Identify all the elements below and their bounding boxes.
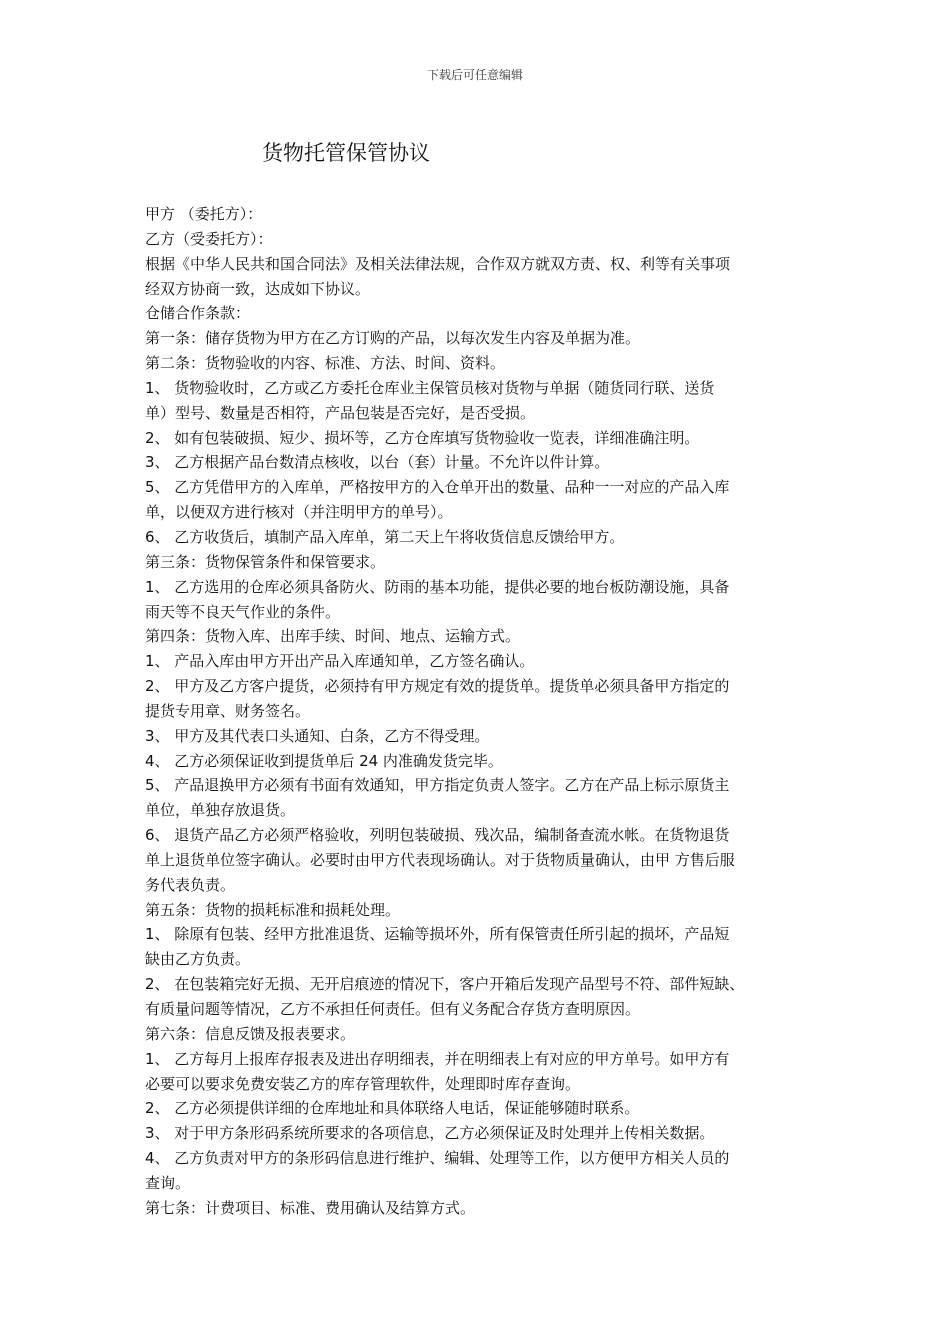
text-line: 单上退货单位签字确认。必要时由甲方代表现场确认。对于货物质量确认，由甲 方售后服 xyxy=(145,850,735,869)
text-line: 2、 如有包装破损、短少、损坏等，乙方仓库填写货物验收一览表，详细准确注明。 xyxy=(145,428,700,447)
text-line: 第四条：货物入库、出库手续、时间、地点、运输方式。 xyxy=(145,627,521,646)
text-line: 5、 产品退换甲方必须有书面有效通知，甲方指定负责人签字。乙方在产品上标示原货主 xyxy=(145,776,730,795)
text-line: 1、 货物验收时，乙方或乙方委托仓库业主保管员核对货物与单据（随货同行联、送货 xyxy=(145,378,715,397)
text-line: 1、 除原有包装、经甲方批准退货、运输等损坏外，所有保管责任所引起的损坏，产品短 xyxy=(145,925,730,944)
text-line: 缺由乙方负责。 xyxy=(145,950,251,969)
text-line: 第七条：计费项目、标准、费用确认及结算方式。 xyxy=(145,1198,476,1217)
text-line: 2、 乙方必须提供详细的仓库地址和具体联络人电话，保证能够随时联系。 xyxy=(145,1099,640,1118)
text-line: 必要可以要求免费安装乙方的库存管理软件，处理即时库存查询。 xyxy=(145,1074,581,1093)
text-line: 根据《中华人民共和国合同法》及相关法律法规，合作双方就双方责、权、利等有关事项 xyxy=(145,254,731,273)
text-line: 1、 产品入库由甲方开出产品入库通知单，乙方签名确认。 xyxy=(145,652,535,671)
text-line: 乙方（受委托方）： xyxy=(145,229,273,248)
text-line: 雨天等不良天气作业的条件。 xyxy=(145,602,341,621)
text-line: 提货专用章、财务签名。 xyxy=(145,701,311,720)
text-line: 仓储合作条款： xyxy=(145,304,251,323)
text-line: 查询。 xyxy=(145,1173,191,1192)
text-line: 务代表负责。 xyxy=(145,875,236,894)
text-line: 1、 乙方选用的仓库必须具备防火、防雨的基本功能，提供必要的地台板防潮设施，具备 xyxy=(145,577,730,596)
text-line: 3、 乙方根据产品台数清点核收，以台（套）计量。不允许以件计算。 xyxy=(145,453,610,472)
header-note: 下载后可任意编辑 xyxy=(426,68,523,82)
document-body xyxy=(145,202,823,1221)
text-line: 单）型号、数量是否相符，产品包装是否完好，是否受损。 xyxy=(145,403,536,422)
document-title: 货物托管保管协议 xyxy=(262,141,430,165)
text-line: 甲方 （委托方）： xyxy=(145,205,263,223)
text-line: 6、 乙方收货后，填制产品入库单，第二天上午将收货信息反馈给甲方。 xyxy=(145,527,625,546)
text-line: 3、 甲方及其代表口头通知、白条，乙方不得受理。 xyxy=(145,726,490,745)
text-line: 第三条：货物保管条件和保管要求。 xyxy=(145,552,386,571)
text-line: 第二条：货物验收的内容、标准、方法、时间、资料。 xyxy=(145,354,506,373)
text-line: 单位，单独存放退货。 xyxy=(145,801,296,820)
text-line: 第六条：信息反馈及报表要求。 xyxy=(145,1024,356,1043)
text-line: 2、 甲方及乙方客户提货，必须持有甲方规定有效的提货单。提货单必须具备甲方指定的 xyxy=(145,677,730,696)
text-line: 3、 对于甲方条形码系统所要求的各项信息，乙方必须保证及时处理并上传相关数据。 xyxy=(145,1124,715,1143)
text-line: 第一条：储存货物为甲方在乙方订购的产品，以每次发生内容及单据为准。 xyxy=(145,329,641,348)
text-line: 4、 乙方必须保证收到提货单后 24 内准确发货完毕。 xyxy=(145,751,503,770)
text-line: 有质量问题等情况，乙方不承担任何责任。但有义务配合存货方查明原因。 xyxy=(145,1000,641,1018)
text-line: 1、 乙方每月上报库存报表及进出存明细表，并在明细表上有对应的甲方单号。如甲方有 xyxy=(145,1049,730,1068)
text-line: 6、 退货产品乙方必须严格验收，列明包装破损、残次品，编制备查流水帐。在货物退货 xyxy=(145,826,730,845)
text-line: 经双方协商一致，达成如下协议。 xyxy=(145,279,371,298)
text-line: 4、 乙方负责对甲方的条形码信息进行维护、编辑、处理等工作，以方便甲方相关人员的 xyxy=(145,1149,730,1168)
text-line: 单，以便双方进行核对（并注明甲方的单号）。 xyxy=(145,503,453,522)
text-line: 2、 在包装箱完好无损、无开启痕迹的情况下，客户开箱后发现产品型号不符、部件短缺、 xyxy=(145,975,745,994)
text-line: 5、 乙方凭借甲方的入库单，严格按甲方的入仓单开出的数量、品种一一对应的产品入库 xyxy=(145,478,730,497)
text-line: 第五条：货物的损耗标准和损耗处理。 xyxy=(145,900,401,919)
